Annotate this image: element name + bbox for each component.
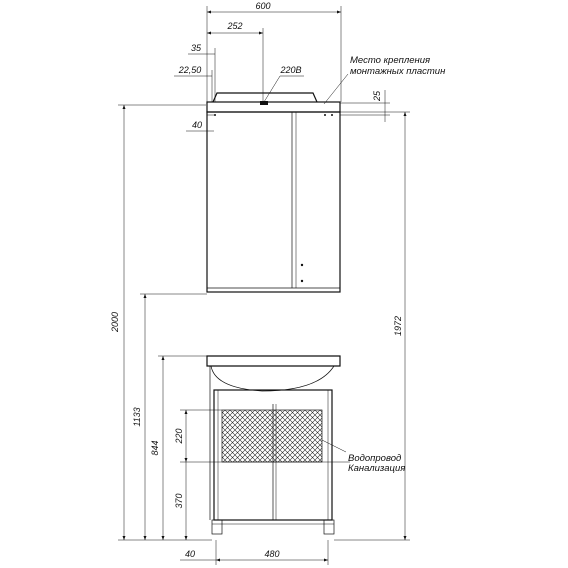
cabinet-body xyxy=(207,112,340,292)
voltage-label: 220В xyxy=(280,65,302,75)
dim-1972: 1972 xyxy=(393,315,403,337)
basin-rim xyxy=(207,356,340,366)
dim-40-bottom: 40 xyxy=(184,549,196,559)
door-knob xyxy=(301,280,303,282)
mount-point xyxy=(331,114,333,116)
dim-2000: 2000 xyxy=(110,311,120,333)
mount-point xyxy=(214,114,216,116)
dim-370: 370 xyxy=(174,493,184,509)
dim-35: 35 xyxy=(190,43,202,53)
cabinet-top-band xyxy=(207,102,340,112)
sewage-label: Канализация xyxy=(348,463,406,474)
ventilation-grille xyxy=(222,410,322,462)
vanity-unit xyxy=(207,356,340,534)
basin-bowl xyxy=(211,366,334,391)
dimension-lines xyxy=(118,6,410,565)
mirror-cabinet xyxy=(207,93,340,292)
dim-22-50: 22,50 xyxy=(178,65,202,75)
dim-480: 480 xyxy=(264,549,280,559)
mounting-note-line2: монтажных пластин xyxy=(350,66,446,77)
vanity-leg xyxy=(212,520,222,534)
mount-point xyxy=(324,114,326,116)
dim-252: 252 xyxy=(227,21,243,31)
vanity-leg xyxy=(324,520,334,534)
dim-844: 844 xyxy=(150,440,160,456)
water-supply-label: Водопровод xyxy=(348,453,402,464)
door-knob xyxy=(301,264,303,266)
dim-overall-width: 600 xyxy=(255,1,271,11)
dim-220: 220 xyxy=(174,428,184,444)
dim-25: 25 xyxy=(372,90,382,102)
dim-40-top: 40 xyxy=(191,120,203,130)
mounting-note-line1: Место крепления xyxy=(350,55,431,66)
dim-1133: 1133 xyxy=(132,407,142,427)
